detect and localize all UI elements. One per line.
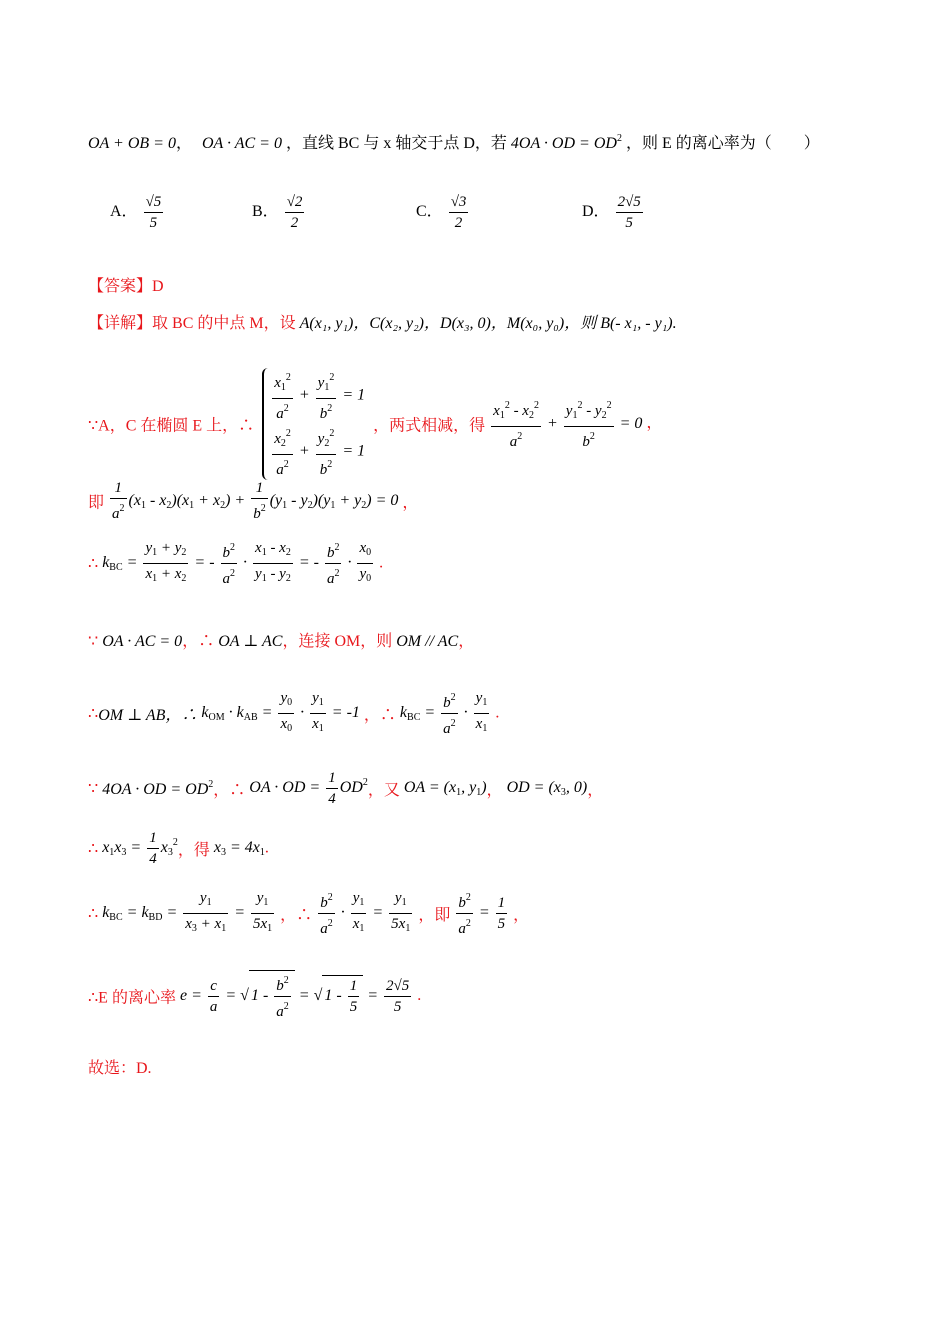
solution-line9-text2: ，∴ xyxy=(280,907,313,924)
option-c-letter: C． xyxy=(416,203,443,221)
solution-line1-math: A(x₁, y₁)，C(x₂, y₂)，D(x₃, 0)，M(x₀, y₀)，则 B(- x₁, - y₁). xyxy=(299,315,677,332)
solution-line8-text1: ∴ xyxy=(88,840,99,858)
solution-line7-text2: ，∴ xyxy=(213,782,246,799)
option-d-letter: D． xyxy=(582,203,610,221)
solution-line7-text3: ，又 xyxy=(367,782,400,799)
solution-line9-text1: ∴ xyxy=(88,905,99,923)
solution-line1-text: 取 BC 的中点 M，设 xyxy=(152,315,296,332)
solution-line6-text2: OM ⊥ AB，∴ xyxy=(98,707,198,724)
conclusion-line xyxy=(88,1055,152,1078)
solution-line2-text2: ，两式相减，得 xyxy=(373,417,486,435)
solution-line6-text3: ，∴ xyxy=(363,707,396,724)
question-stem: OA + OB = 0， OA · AC = 0 ，直线 BC 与 x 轴交于点 D，若 4OA · OD = $OD^2$ ，则 E 的离心率为（ ） xyxy=(88,133,820,152)
solution-line-9: ∴ $k_{BC} = k_{BD}$ = $\frac{y_1}{x_3 + x_1}$ = $\frac{y_1}{5x_1}$ ，∴ $\frac{b^2}{a^2}$ · $\frac{y_1}{x_1}$ = $\frac{y_1}{5x_1}$ ，即 $\frac{b^2}{a^2}$ = $\frac{1}{5}$ ， xyxy=(88,890,530,937)
answer-value: D xyxy=(152,278,164,295)
solution-line-4: ∴ $k_{BC}$ = $\frac{y_1 + y_2}{x_1 + x_2}$ = - $\frac{b^2}{a^2}$ · $\frac{x_1 - x_2}{y_1 - y_2}$ = - $\frac{b^2}{a^2}$ · $\frac{x_0}{y_0}$ . xyxy=(88,540,384,587)
option-b-letter: B． xyxy=(252,203,279,221)
solution-label: 【详解】 xyxy=(88,315,153,332)
option-c[interactable] xyxy=(416,192,470,233)
solution-line5-text3: ，连接 OM，则 xyxy=(282,633,393,650)
solution-line-3: 即 $\frac{1}{a^2}$ $(x_1 - x_2)(x_1 + x_2)$ + $\frac{1}{b^2}$ $(y_1 - y_2)(y_1 + y_2) = 0$ ， xyxy=(88,480,419,522)
factored-equation: $\frac{1}{a^2}$ $(x_1 - x_2)(x_1 + x_2)$ + $\frac{1}{b^2}$ $(y_1 - y_2)(y_1 + y_2) = 0$ xyxy=(112,480,403,522)
option-b[interactable] xyxy=(252,192,306,233)
solution-line7-text1: ∵ xyxy=(88,780,99,798)
solution-line-5: ∵ OA · AC = 0，∴ OA ⊥ AC，连接 OM，则 OM // AC， xyxy=(88,633,475,650)
solution-line5-text1: ∵ xyxy=(88,633,99,650)
ellipse-system: $\frac{x_1^2}{a^2}$ + $\frac{y_1^2}{b^2}$ = 1 $\frac{x_2^2}{a^2}$ + $\frac{y_2^2}{b^2}$ = 1 xyxy=(262,368,365,480)
solution-line8-text2: ，得 xyxy=(177,842,210,859)
solution-line-6: ∴OM ⊥ AB，∴ $k_{OM} \cdot k_{AB}$ = $\frac{y_0}{x_0}$ · $\frac{y_1}{x_1}$ = -1 ，∴ $k_{BC}$ = $\frac{b^2}{a^2}$ · $\frac{y_1}{x_1}$ . xyxy=(88,690,500,737)
stem-text-2: ，则 E 的离心率为（ ） xyxy=(625,135,820,152)
stem-text-1: ，直线 BC 与 x 轴交于点 D，若 xyxy=(285,135,507,152)
eccentricity-equation: e = $\frac{c}{a}$ = √ 1 - $\frac{b^2}{a^2}$ = √ 1 - $\frac{1}{5}$ = $\frac{2√5}{5}$ xyxy=(180,987,417,1004)
option-a-fraction: $\frac{√5}{5}$ xyxy=(145,194,162,231)
conclusion-text: 故选：D. xyxy=(88,1060,152,1077)
stem-vector-eq-3: 4OA · OD = OD xyxy=(510,135,617,152)
solution-line10-text: ∴E 的离心率 xyxy=(88,989,176,1007)
solution-line-10: ∴E 的离心率 e = $\frac{c}{a}$ = √ 1 - $\frac{b^2}{a^2}$ = √ 1 - $\frac{1}{5}$ = $\frac{2√5}{5}$ . xyxy=(88,970,421,1022)
solution-line5-text2: ，∴ xyxy=(182,633,215,650)
stem-vector-eq-2: OA · AC = 0 xyxy=(201,135,282,152)
solution-line9-text3: ，即 xyxy=(418,907,451,924)
solution-line3-text: 即 xyxy=(88,494,105,512)
solution-line-8: ∴ $x_1x_3$ = $\frac{1}{4}$ $x_3^2$，得 $x_3 = 4x_1$. xyxy=(88,830,269,867)
solution-line4-text: ∴ xyxy=(88,555,99,573)
stem-sep: ， xyxy=(175,135,192,152)
solution-line6-text1: ∴ xyxy=(88,705,99,723)
option-b-fraction: $\frac{√2}{2}$ xyxy=(286,194,303,231)
answer-label: 【答案】 xyxy=(88,278,153,295)
solution-line-7: ∵ 4OA · OD = $OD^2$，∴ OA · OD = $\frac{1}{4}$ $OD^2$，又 OA = ($x_1$, $y_1$)， OD = ($x_3$, 0)， xyxy=(88,770,604,807)
solution-line-2: ∵A，C 在椭圆 E 上，∴ $\frac{x_1^2}{a^2}$ + $\frac{y_1^2}{b^2}$ = 1 $\frac{x_2^2}{a^2}$ + $\frac{y_2^2}{b^2}$ = 1 ，两式相减，得 $\frac{x_1^2 - x_2^2}{a^2}$ + $\frac{y_1^2 - y_2^2}{b^2}$ = 0 ， xyxy=(88,368,662,480)
answer-line xyxy=(88,273,164,296)
option-d-fraction: $\frac{2√5}{5}$ xyxy=(617,194,641,231)
option-a[interactable] xyxy=(110,192,165,233)
solution-line2-text1: ∵A，C 在椭圆 E 上，∴ xyxy=(88,417,255,435)
subtracted-equation: $\frac{x_1^2 - x_2^2}{a^2}$ + $\frac{y_1^2 - y_2^2}{b^2}$ = 0 xyxy=(489,415,646,432)
slope-bc-equation: $k_{BC}$ = $\frac{y_1 + y_2}{x_1 + x_2}$ = - $\frac{b^2}{a^2}$ · $\frac{x_1 - x_2}{y_1 - y_2}$ = - $\frac{b^2}{a^2}$ · $\frac{x_0}{y_0}$ xyxy=(102,540,372,587)
option-c-fraction: $\frac{√3}{2}$ xyxy=(450,194,467,231)
stem-vector-eq-1: OA + OB = 0 xyxy=(88,135,176,152)
solution-line-1 xyxy=(88,310,677,333)
option-d[interactable] xyxy=(582,192,645,233)
option-a-letter: A． xyxy=(110,203,138,221)
